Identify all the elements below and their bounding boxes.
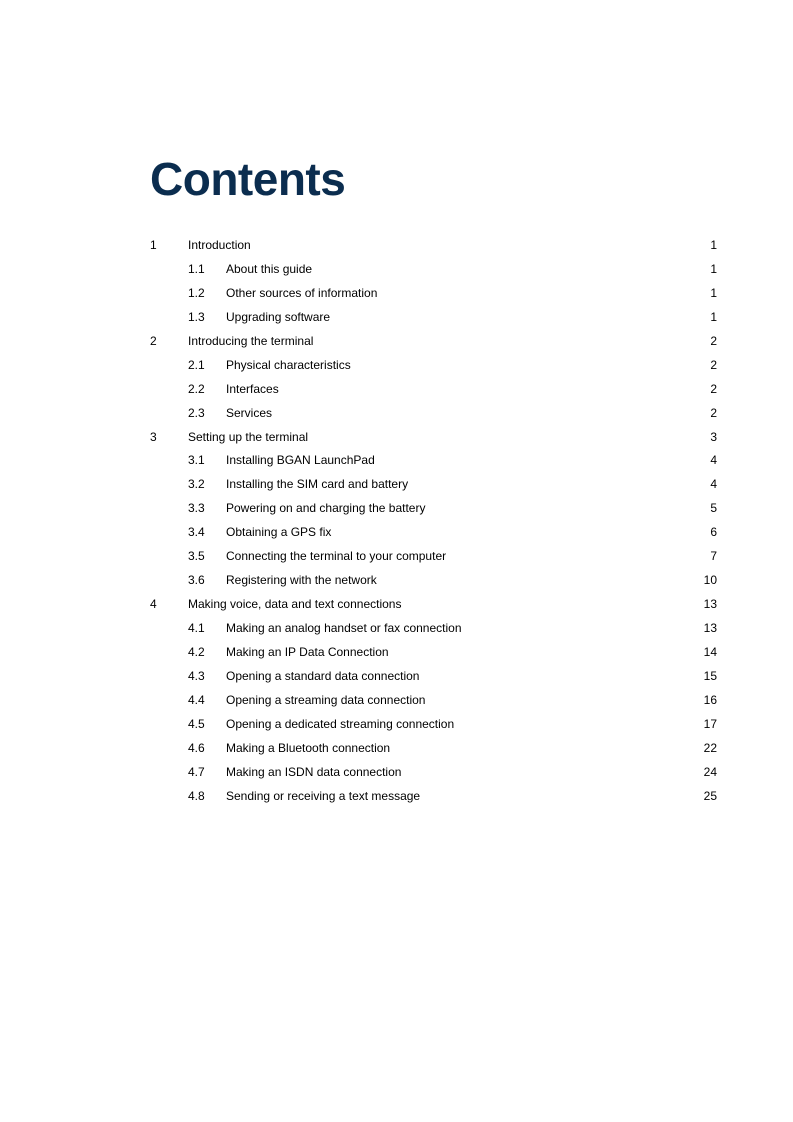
toc-entry-page-number[interactable]: 5 bbox=[710, 501, 717, 516]
toc-entry-title[interactable]: Interfaces bbox=[226, 381, 279, 396]
toc-entry-title[interactable]: Other sources of information bbox=[226, 285, 378, 300]
toc-section-entry[interactable] bbox=[0, 712, 793, 736]
toc-entry-title[interactable]: Installing BGAN LaunchPad bbox=[226, 453, 375, 468]
toc-entry-page-number[interactable]: 4 bbox=[710, 477, 717, 492]
toc-entry-number: 4.2 bbox=[188, 644, 205, 659]
toc-entry-title[interactable]: Making a Bluetooth connection bbox=[226, 740, 391, 755]
toc-entry-number: 3.3 bbox=[188, 501, 205, 516]
toc-entry-number: 3.2 bbox=[188, 477, 205, 492]
toc-entry-title[interactable]: Introducing the terminal bbox=[188, 333, 314, 348]
toc-chapter-entry[interactable] bbox=[0, 329, 793, 353]
toc-section-entry[interactable] bbox=[0, 448, 793, 472]
toc-section-entry[interactable] bbox=[0, 305, 793, 329]
toc-entry-page-number[interactable]: 25 bbox=[703, 788, 717, 803]
toc-entry-page-number[interactable]: 1 bbox=[710, 285, 717, 300]
toc-entry-number: 4.3 bbox=[188, 668, 205, 683]
toc-section-entry[interactable] bbox=[0, 640, 793, 664]
toc-entry-title[interactable]: Physical characteristics bbox=[226, 357, 351, 372]
toc-entry-number: 1.1 bbox=[188, 261, 205, 276]
toc-entry-page-number[interactable]: 2 bbox=[710, 381, 717, 396]
toc-entry-title[interactable]: Obtaining a GPS fix bbox=[226, 525, 332, 540]
toc-entry-title[interactable]: Opening a streaming data connection bbox=[226, 692, 426, 707]
toc-entry-number: 3.5 bbox=[188, 549, 205, 564]
toc-entry-page-number[interactable]: 4 bbox=[710, 453, 717, 468]
toc-entry-number: 4 bbox=[150, 597, 157, 612]
toc-entry-page-number[interactable]: 2 bbox=[710, 357, 717, 372]
toc-section-entry[interactable] bbox=[0, 281, 793, 305]
toc-chapter-entry[interactable] bbox=[0, 425, 793, 449]
toc-entry-title[interactable]: Services bbox=[226, 405, 273, 420]
toc-section-entry[interactable] bbox=[0, 736, 793, 760]
toc-entry-page-number[interactable]: 13 bbox=[703, 597, 717, 612]
toc-entry-page-number[interactable]: 3 bbox=[710, 429, 717, 444]
toc-section-entry[interactable] bbox=[0, 544, 793, 568]
toc-entry-number: 1 bbox=[150, 238, 157, 252]
toc-entry-page-number[interactable]: 15 bbox=[703, 668, 717, 683]
toc-section-entry[interactable] bbox=[0, 472, 793, 496]
toc-entry-page-number[interactable]: 10 bbox=[703, 573, 717, 588]
toc-section-entry[interactable] bbox=[0, 688, 793, 712]
toc-entry-page-number[interactable]: 14 bbox=[703, 644, 717, 659]
toc-entry-number: 4.4 bbox=[188, 692, 205, 707]
toc-entry-page-number[interactable]: 6 bbox=[710, 525, 717, 540]
toc-entry-title[interactable]: Connecting the terminal to your computer bbox=[226, 549, 447, 564]
toc-entry-title[interactable]: Powering on and charging the battery bbox=[226, 501, 426, 516]
toc-entry-number: 4.8 bbox=[188, 788, 205, 803]
toc-entry-number: 2.1 bbox=[188, 357, 205, 372]
toc-chapter-entry[interactable] bbox=[0, 233, 793, 257]
toc-entry-page-number[interactable]: 13 bbox=[703, 621, 717, 635]
toc-entry-number: 1.2 bbox=[188, 285, 205, 300]
toc-section-entry[interactable] bbox=[0, 496, 793, 520]
toc-entry-page-number[interactable]: 22 bbox=[703, 740, 717, 755]
toc-entry-title[interactable]: Making an analog handset or fax connection bbox=[226, 621, 462, 635]
toc-entry-number: 3.4 bbox=[188, 525, 205, 540]
toc-entry-title[interactable]: Introduction bbox=[188, 238, 251, 252]
toc-entry-title[interactable]: About this guide bbox=[226, 261, 313, 276]
toc-section-entry[interactable] bbox=[0, 784, 793, 808]
toc-entry-title[interactable]: Installing the SIM card and battery bbox=[226, 477, 409, 492]
toc-section-entry[interactable] bbox=[0, 616, 793, 640]
toc-entry-page-number[interactable]: 7 bbox=[710, 549, 717, 564]
toc-chapter-entry[interactable] bbox=[0, 592, 793, 616]
toc-entry-number: 3.1 bbox=[188, 453, 205, 468]
toc-entry-page-number[interactable]: 1 bbox=[710, 309, 717, 324]
toc-entry-title[interactable]: Sending or receiving a text message bbox=[226, 788, 421, 803]
toc-entry-page-number[interactable]: 2 bbox=[710, 405, 717, 420]
page-title: Contents bbox=[150, 153, 346, 205]
toc-entry-page-number[interactable]: 1 bbox=[710, 261, 717, 276]
toc-entry-title[interactable]: Making voice, data and text connections bbox=[188, 597, 402, 612]
toc-entry-title[interactable]: Setting up the terminal bbox=[188, 429, 309, 444]
toc-section-entry[interactable] bbox=[0, 568, 793, 592]
toc-section-entry[interactable] bbox=[0, 353, 793, 377]
toc-section-entry[interactable] bbox=[0, 377, 793, 401]
toc-section-entry[interactable] bbox=[0, 520, 793, 544]
toc-entry-title[interactable]: Making an ISDN data connection bbox=[226, 764, 402, 779]
toc-section-entry[interactable] bbox=[0, 401, 793, 425]
toc-entry-title[interactable]: Opening a standard data connection bbox=[226, 668, 420, 683]
toc-entry-page-number[interactable]: 2 bbox=[710, 333, 717, 348]
toc-entry-number: 4.6 bbox=[188, 740, 205, 755]
toc-entry-number: 4.7 bbox=[188, 764, 205, 779]
toc-entry-number: 3 bbox=[150, 429, 157, 444]
toc-entry-title[interactable]: Opening a dedicated streaming connection bbox=[226, 716, 455, 731]
toc-entry-page-number[interactable]: 24 bbox=[703, 764, 717, 779]
toc-entry-page-number[interactable]: 1 bbox=[710, 238, 717, 252]
toc-entry-number: 2.2 bbox=[188, 381, 205, 396]
toc-entry-title[interactable]: Making an IP Data Connection bbox=[226, 644, 389, 659]
table-of-contents bbox=[0, 233, 793, 808]
toc-entry-page-number[interactable]: 17 bbox=[703, 716, 717, 731]
toc-entry-title[interactable]: Upgrading software bbox=[226, 309, 331, 324]
toc-entry-number: 2.3 bbox=[188, 405, 205, 420]
toc-entry-number: 2 bbox=[150, 333, 157, 348]
toc-entry-number: 4.1 bbox=[188, 621, 205, 635]
toc-entry-title[interactable]: Registering with the network bbox=[226, 573, 377, 588]
toc-section-entry[interactable] bbox=[0, 760, 793, 784]
toc-entry-page-number[interactable]: 16 bbox=[703, 692, 717, 707]
toc-section-entry[interactable] bbox=[0, 664, 793, 688]
toc-section-entry[interactable] bbox=[0, 257, 793, 281]
toc-entry-number: 1.3 bbox=[188, 309, 205, 324]
toc-entry-number: 3.6 bbox=[188, 573, 205, 588]
toc-entry-number: 4.5 bbox=[188, 716, 205, 731]
